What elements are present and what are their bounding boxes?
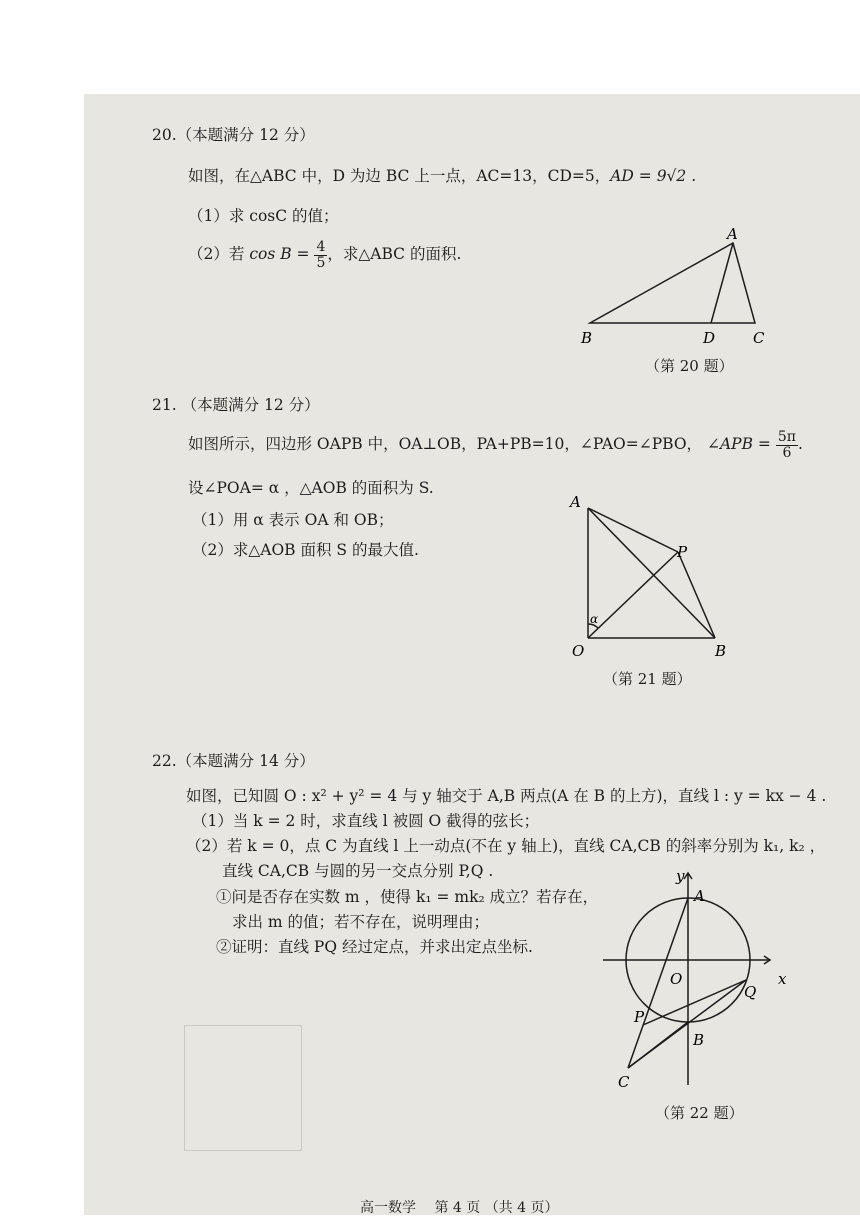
q20-part2-b: ，求△ABC 的面积.	[327, 245, 462, 264]
q21-fraction	[776, 430, 798, 460]
page-footer: 高一数学 第 4 页 （共 4 页）	[360, 1200, 559, 1216]
q20-cos-b: cos B =	[249, 245, 310, 264]
bleed-through-box	[184, 1025, 302, 1151]
q22-sub1-b: 求出 m 的值；若不存在，说明理由；	[232, 913, 490, 931]
q20-frac-num: 4	[316, 239, 326, 255]
q21-stem-a: 如图所示，四边形 OAPB 中，OA⊥OB，PA+PB=10，∠PAO=∠PBO，	[188, 435, 703, 454]
q22-part2-a: （2）若 k = 0，点 C 为直线 l 上一动点(不在 y 轴上)，直线 CA,CB 的斜率分别为 k₁, k₂ ，	[186, 837, 826, 855]
q20-frac-den: 5	[316, 254, 326, 271]
label-b: B	[715, 642, 727, 660]
q20-caption: （第 20 题）	[645, 357, 734, 375]
q21-frac-num: 5π	[777, 429, 796, 445]
label-b: B	[693, 1031, 705, 1049]
q20-part2	[188, 240, 461, 270]
segment-pb	[678, 552, 715, 638]
q22-sub1-a: ①问是否存在实数 m ，使得 k₁ = mk₂ 成立？若存在，	[216, 888, 599, 906]
q21-stem	[188, 430, 803, 460]
q22-circle-figure	[598, 865, 798, 1095]
q21-part2: （2）求△AOB 面积 S 的最大值.	[192, 541, 419, 559]
q20-stem-b: AD = 9√2 .	[610, 167, 697, 185]
segment-op	[588, 552, 678, 638]
label-c: C	[618, 1073, 630, 1091]
label-d: D	[703, 329, 716, 347]
q21-quadrilateral-figure	[560, 490, 740, 665]
label-p: P	[677, 543, 688, 561]
q20-fraction	[314, 240, 327, 270]
label-c: C	[753, 329, 765, 347]
q20-part1: （1）求 cosC 的值；	[188, 207, 339, 225]
label-y: y	[676, 867, 685, 885]
q22-part2-b: 直线 CA,CB 与圆的另一交点分别 P,Q .	[222, 862, 494, 880]
q20-stem-a: 如图，在△ABC 中，D 为边 BC 上一点，AC=13，CD=5，	[188, 167, 611, 185]
q21-caption: （第 21 题）	[603, 670, 692, 688]
q21-line2: 设∠POA= α ，△AOB 的面积为 S.	[188, 479, 434, 497]
q21-stem-end: .	[797, 435, 803, 454]
segment-ab	[588, 508, 715, 638]
q21-angle-apb: ∠APB =	[707, 435, 771, 454]
q21-header: 21. （本题满分 12 分）	[152, 396, 320, 414]
q22-sub2: ②证明：直线 PQ 经过定点，并求出定点坐标.	[216, 938, 533, 956]
q20-header: 20.（本题满分 12 分）	[152, 126, 315, 144]
label-a: A	[727, 225, 738, 243]
segment-ad	[711, 243, 733, 323]
q20-part2-a: （2）若	[188, 245, 245, 264]
q21-frac-den: 6	[782, 444, 792, 461]
q22-stem: 如图，已知圆 O : x² + y² = 4 与 y 轴交于 A,B 两点(A 在 B 的上方)，直线 l : y = kx − 4 .	[186, 787, 827, 805]
q20-stem	[188, 167, 696, 186]
label-o: O	[572, 642, 585, 660]
q22-part1: （1）当 k = 2 时，求直线 l 被圆 O 截得的弦长；	[192, 812, 540, 830]
q22-caption: （第 22 题）	[655, 1104, 744, 1122]
label-a: A	[694, 887, 705, 905]
label-o: O	[670, 970, 683, 988]
label-b: B	[581, 329, 593, 347]
label-q: Q	[744, 983, 757, 1001]
label-a: A	[570, 493, 581, 511]
q20-triangle-figure	[575, 225, 775, 355]
segment-ap	[588, 508, 678, 552]
label-p: P	[634, 1008, 645, 1026]
label-x: x	[778, 970, 787, 988]
label-alpha: α	[590, 612, 599, 626]
q21-part1: （1）用 α 表示 OA 和 OB；	[192, 511, 394, 529]
q22-header: 22.（本题满分 14 分）	[152, 752, 315, 770]
